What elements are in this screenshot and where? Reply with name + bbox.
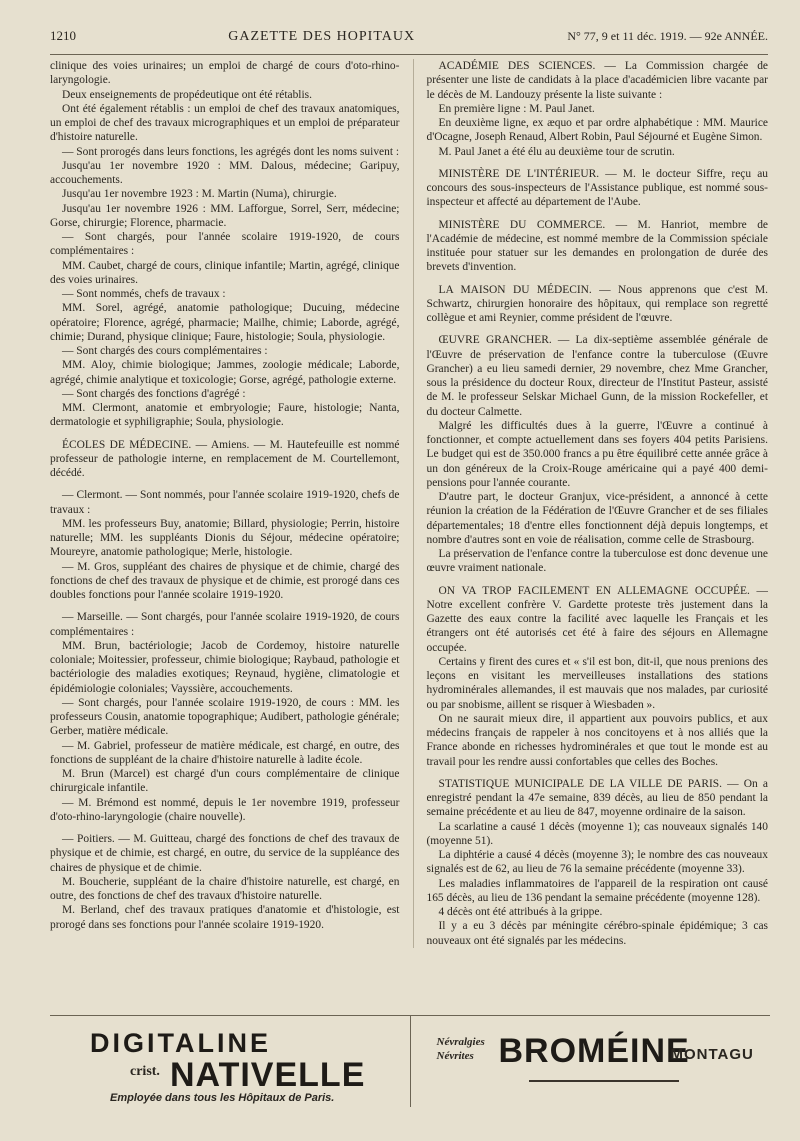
page-header	[50, 28, 768, 55]
paragraph: Certains y firent des cures et « s'il est bon, dit-il, que nous prenions des leçons en visitant les merveilleuses installations des stations hydrominérales allemandes, il est mauvais que nos malades, par curiosité ou par snobisme, aillent se risquer à Wiesbaden ».	[426, 655, 768, 711]
paragraph: MM. les professeurs Buy, anatomie; Billard, physiologie; Perrin, histoire naturelle; MM. les suppléants Dionis du Séjour, médecine opératoire; Moureyre, anatomie pathologique; Merle, histologie.	[50, 517, 400, 559]
section-academie-des-sciences: ACADÉMIE DES SCIENCES. — La Commission chargée de présenter une liste de candidats à la place d'académicien libre vacante par le décès de M. Landouzy présente la liste suivante :	[426, 60, 768, 101]
paragraph: MM. Aloy, chimie biologique; Jammes, zoologie médicale; Laborde, agrégé, chimie analytique et toxicologie; Gorse, agrégé, pathologie externe.	[50, 359, 400, 386]
paragraph: Jusqu'au 1er novembre 1926 : MM. Lafforgue, Sorrel, Serr, médecine; Gorse, chirurgie; Florence, pharmacie.	[50, 202, 400, 229]
ad-maker: MONTAGU	[670, 1046, 754, 1063]
paragraph: — Sont nommés, chefs de travaux :	[62, 288, 226, 300]
paragraph: La scarlatine a causé 1 décès (moyenne 1); cas nouveaux signalés 140 (moyenne 51).	[426, 820, 768, 847]
ad-brand: BROMÉINE	[498, 1032, 690, 1070]
paragraph: Les maladies inflammatoires de l'appareil de la respiration ont causé 165 décès, au lieu de 136 pendant la semaine précédente (moyenne 128).	[426, 877, 768, 904]
paragraph: — Sont prorogés dans leurs fonctions, les agrégés dont les noms suivent :	[62, 145, 400, 158]
paragraph: La diphtérie a causé 4 décès (moyenne 3); le nombre des cas nouveaux signalés est de 62, au lieu de 76 la semaine précédente (moyenne 33).	[426, 849, 768, 876]
section-ecoles-de-medecine: ÉCOLES DE MÉDECINE. — Amiens. — M. Hautefeuille est nommé professeur de pathologie interne, en remplacement de M. Courtellemont, décédé.	[50, 438, 400, 479]
paragraph: — M. Gabriel, professeur de matière médicale, est chargé, en outre, des fonctions de suppléant de la chaire d'histoire naturelle à ladite école.	[50, 739, 400, 766]
paragraph: Deux enseignements de propédeutique ont été rétablis.	[62, 88, 312, 101]
paragraph: — Sont chargés, pour l'année scolaire 1919-1920, de cours : MM. les professeurs Cousin, anatomie topographique; Audibert, pathologie générale; Gerber, matière médicale.	[50, 696, 400, 738]
ad-indication-2: Névrites	[436, 1050, 474, 1062]
paragraph: La préservation de l'enfance contre la tuberculose est donc devenue une œuvre vraiment nationale.	[426, 548, 768, 575]
page-number: 1210	[50, 28, 76, 43]
ad-tagline: Employée dans tous les Hôpitaux de Paris.	[110, 1092, 335, 1104]
paragraph: M. Berland, chef des travaux pratiques d'anatomie et d'histologie, est prorogé dans ses fonctions pour l'année scolaire 1919-1920.	[50, 904, 400, 931]
left-column	[50, 59, 399, 948]
paragraph: En deuxième ligne, ex æquo et par ordre alphabétique : MM. Maurice d'Ocagne, Joseph Renaud, Albert Robin, Paul Séjourné et Eugène Simon.	[426, 117, 768, 144]
paragraph: On ne saurait mieux dire, il appartient aux pouvoirs publics, et aux médecins français de rappeler à nos concitoyens et à nos alliés que la France abonde en richesses hydrominérales et que tout le monde est au travail pour les rendre aussi confortables que celles des Boches.	[426, 712, 768, 768]
section-ministere-commerce: MINISTÈRE DU COMMERCE. — M. Hanriot, membre de l'Académie de médecine, est nommé membre de la Commission spéciale instituée pour statuer sur les demandes en prolongation de durée des brevets d'invention.	[426, 218, 768, 274]
section-allemagne-occupee: ON VA TROP FACILEMENT EN ALLEMAGNE OCCUPÉE. — Notre excellent confrère V. Gardette proteste très justement dans la Gazette des eaux contre la facilité avec laquelle les Français et les étrangers ont été autorisés cet été à faire des séjours en Allemagne occupée.	[426, 584, 768, 654]
section-oeuvre-grancher: ŒUVRE GRANCHER. — La dix-septième assemblée générale de l'Œuvre de préservation de l'enfance contre la tuberculose (Œuvre Grancher) a eu lieu samedi dernier, 29 novembre, chez Mme Grancher, sous la présidence du docteur Roux, directeur de l'Institut Pasteur, assisté de M. le professeur Selskar Michael Gunn, de la mission Rockefeller, et du docteur Calmette.	[426, 334, 768, 418]
paragraph: — Poitiers. — M. Guitteau, chargé des fonctions de chef des travaux de physique et de chimie, est chargé, en outre, du service de la suppléance des chaires de physique et de chimie.	[50, 833, 400, 874]
paragraph: M. Brun (Marcel) est chargé d'un cours complémentaire de clinique chirurgicale infantile.	[50, 768, 400, 795]
newspaper-title: GAZETTE DES HOPITAUX	[228, 29, 416, 44]
ad-bromeine	[411, 1015, 771, 1107]
paragraph: — Marseille. — Sont chargés, pour l'année scolaire 1919-1920, de cours complémentaires :	[50, 611, 400, 638]
paragraph: En première ligne : M. Paul Janet.	[438, 102, 595, 115]
ad-prefix: crist.	[130, 1064, 160, 1079]
paragraph: MM. Caubet, chargé de cours, clinique infantile; Martin, agrégé, clinique des voies urinaires.	[50, 259, 400, 286]
section-ministere-interieur: MINISTÈRE DE L'INTÉRIEUR. — M. le docteur Siffre, reçu au concours des sous-inspecteurs de l'Assistance publique, est nommé sous-inspecteur et affecté au département de l'Aube.	[426, 167, 768, 209]
ad-digitaline	[50, 1015, 411, 1107]
paragraph: — Clermont. — Sont nommés, pour l'année scolaire 1919-1920, chefs de travaux :	[50, 489, 400, 516]
paragraph: Jusqu'au 1er novembre 1923 : M. Martin (Numa), chirurgie.	[62, 188, 337, 201]
paragraph: D'autre part, le docteur Granjux, vice-président, a annoncé à cette réunion la création de la Fédération de l'Œuvre Grancher et de ses filiales départementales; 18 d'entre elles fonctionnent déjà depuis longtemps, et nombre d'autres sont en voie de réalisation, comme celle de Strasbourg.	[426, 491, 768, 546]
paragraph: — M. Gros, suppléant des chaires de physique et de chimie, chargé des fonctions de chef des travaux de physique et de chimie, est prorogé dans ces doubles fonctions pour l'année scolaire 1919-1920.	[50, 560, 400, 601]
section-maison-du-medecin: LA MAISON DU MÉDECIN. — Nous apprenons que c'est M. Schwartz, chirurgien honoraire des hôpitaux, qui remplace son regretté collègue et ami Reynier, comme président de l'œuvre.	[426, 283, 768, 324]
paragraph: Malgré les difficultés dues à la guerre, l'Œuvre a continué à fonctionner, et compte actuellement dans ses foyers 404 petits Parisiens. Le budget qui est de 350.000 francs a pu être équilibré cette année grâce à un don généreux de la Croix-Rouge américaine qui a payé 400 demi-pensions pour l'année courante.	[426, 419, 768, 489]
paragraph: Jusqu'au 1er novembre 1920 : MM. Dalous, médecine; Garipuy, accouchements.	[50, 159, 400, 186]
section-statistique-municipale: STATISTIQUE MUNICIPALE DE LA VILLE DE PARIS. — On a enregistré pendant la 47e semaine, 839 décès, au lieu de 850 pendant la semaine précédente et au lieu de 847, moyenne ordinaire de la saison.	[426, 777, 768, 819]
paragraph: — Sont chargés des fonctions d'agrégé :	[62, 387, 246, 400]
paragraph: 4 décès ont été attribués à la grippe.	[438, 906, 603, 918]
advertisements	[50, 1015, 770, 1107]
ad-divider	[529, 1080, 679, 1082]
right-column	[413, 59, 768, 948]
paragraph: MM. Sorel, agrégé, anatomie pathologique; Ducuing, médecine opératoire; Florence, agrégé, pharmacie; Mailhe, chimie; Laborde, agrégé, chimie; Durand, physique clinique; Faure, histologie; Soula, physiologie.	[50, 302, 400, 343]
paragraph: MM. Clermont, anatomie et embryologie; Faure, histologie; Nanta, dermatologie et syphiligraphie; Soula, physiologie.	[50, 402, 400, 429]
issue-info: N° 77, 9 et 11 déc. 1919. — 92e ANNÉE.	[567, 29, 768, 43]
paragraph: MM. Brun, bactériologie; Jacob de Cordemoy, histoire naturelle coloniale; Moitessier, professeur, chimie biologique; Raybaud, pathologie et bactériologie des maladies exotiques; Reynaud, hygiène, climatologie et épidémiologie coloniales; Vayssière, accouchements.	[50, 639, 400, 695]
paragraph: Il y a eu 3 décès par méningite cérébro-spinale épidémique; 3 cas nouveaux ont été signalés par les médecins.	[426, 920, 768, 947]
paragraph: M. Paul Janet a été élu au deuxième tour de scrutin.	[438, 145, 675, 158]
ad-indication-1: Névralgies	[436, 1036, 485, 1048]
paragraph: — Sont chargés, pour l'année scolaire 1919-1920, de cours complémentaires :	[50, 231, 400, 258]
paragraph: clinique des voies urinaires; un emploi de chargé de cours d'oto-rhino-laryngologie.	[50, 60, 400, 87]
paragraph: — M. Brémond est nommé, depuis le 1er novembre 1919, professeur d'oto-rhino-laryngologie (chaire nouvelle).	[50, 796, 400, 823]
paragraph: Ont été également rétablis : un emploi de chef des travaux anatomiques, un emploi de chef des travaux micrographiques et un emploi de préparateur d'histoire naturelle.	[50, 102, 400, 144]
ad-product-name: DIGITALINE	[90, 1028, 271, 1058]
paragraph: — Sont chargés des cours complémentaires :	[62, 345, 268, 357]
ad-brand: NATIVELLE	[170, 1056, 366, 1094]
paragraph: M. Boucherie, suppléant de la chaire d'histoire naturelle, est chargé, en outre, des fonctions de chef des travaux d'histoire naturelle.	[50, 875, 400, 902]
